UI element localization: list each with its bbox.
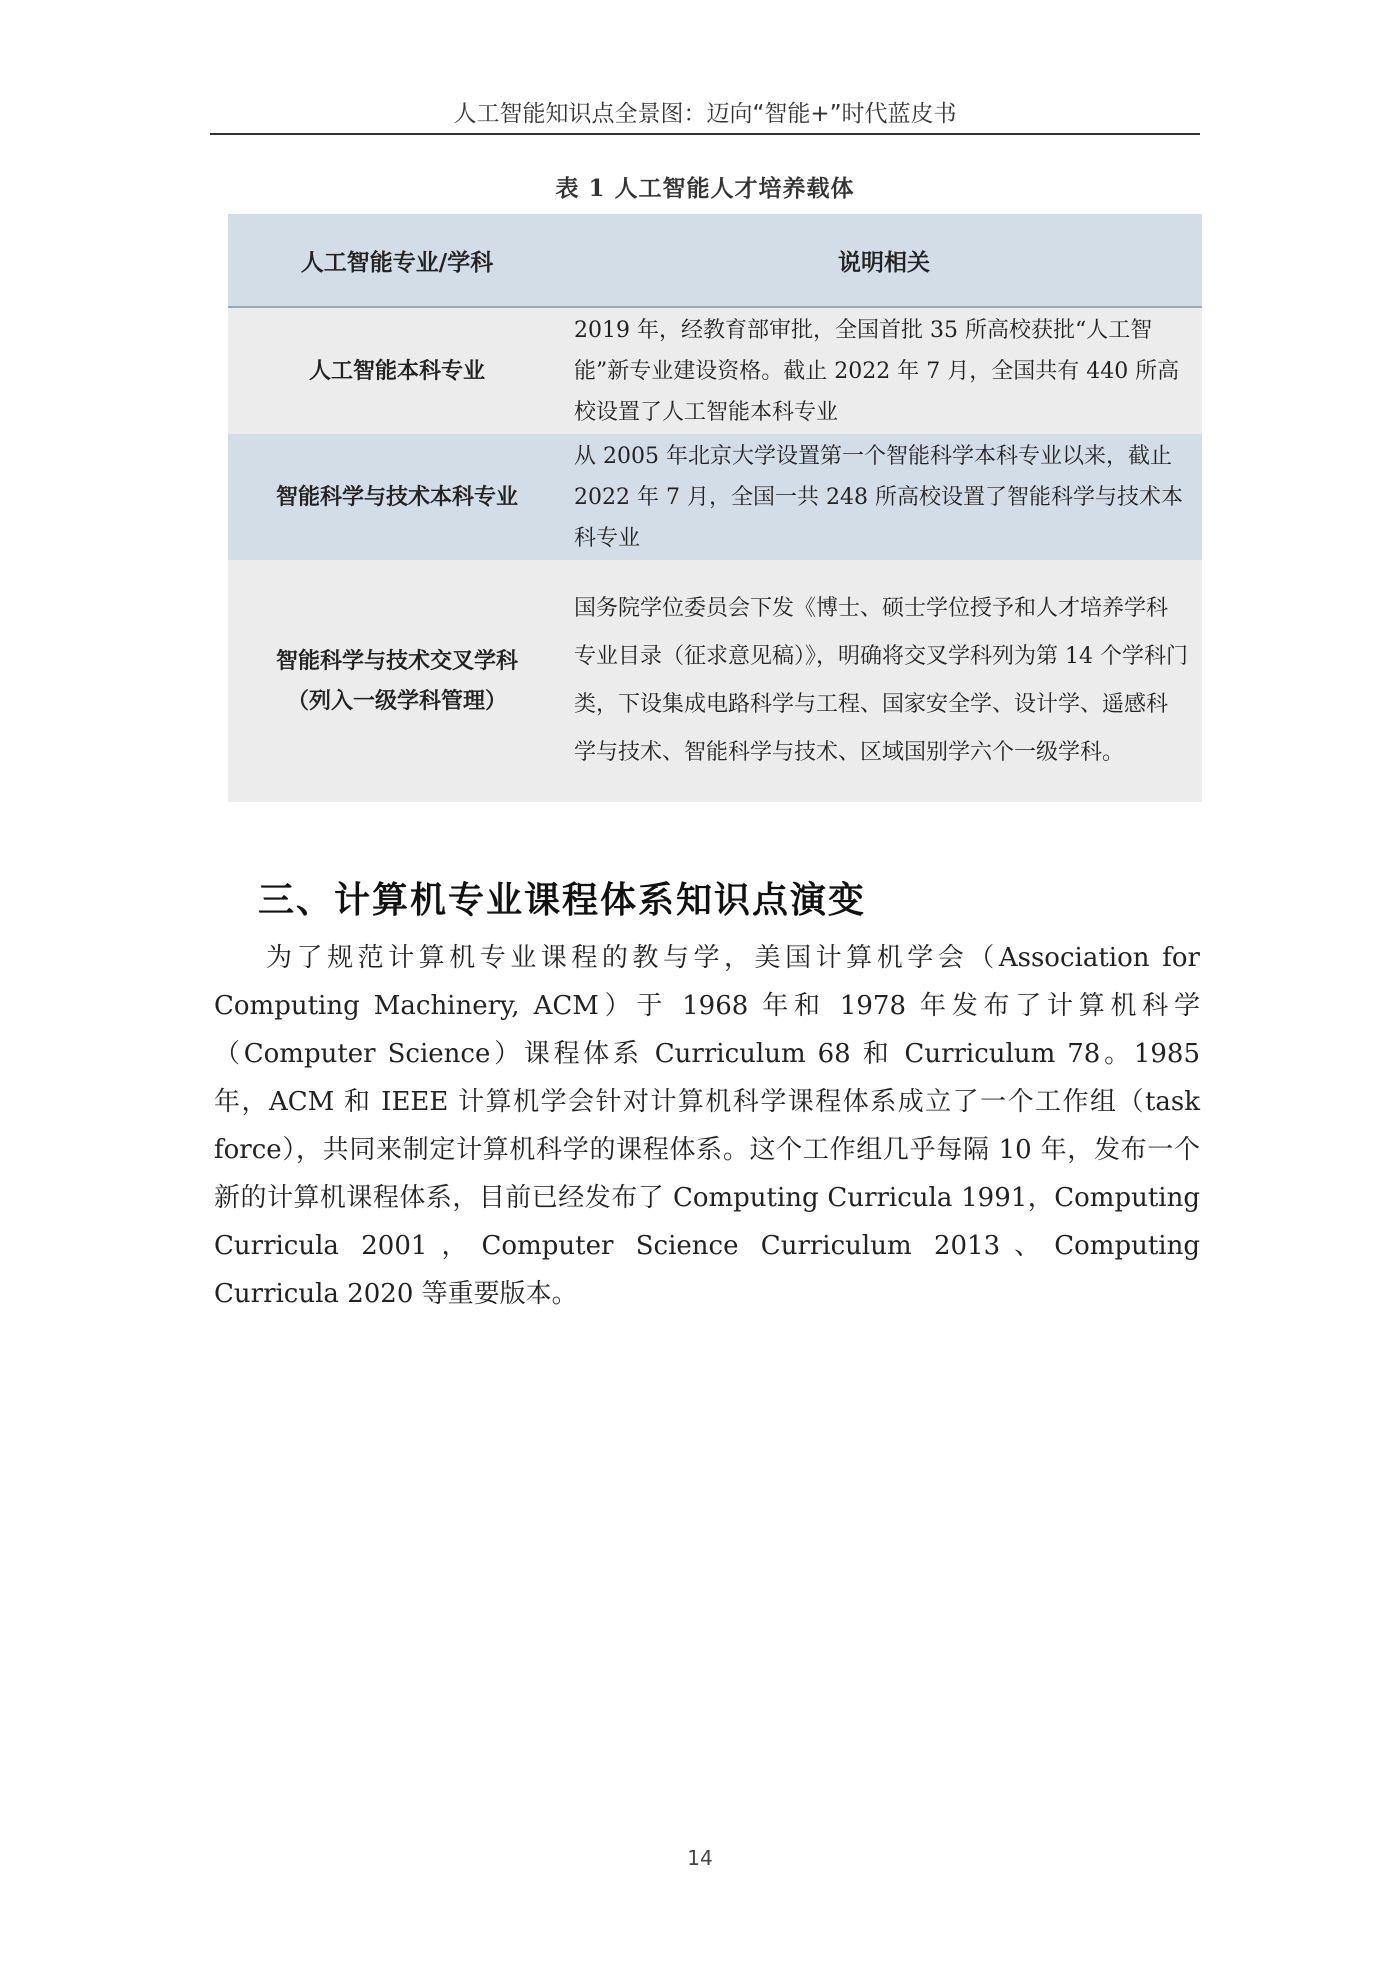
row-major-name (228, 560, 566, 802)
row-major-name-line1: 智能科学与技术交叉学科 (275, 648, 518, 674)
row-major-name-line2: （列入一级学科管理） (286, 688, 507, 714)
page-number: 14 (687, 1846, 713, 1870)
table-row (228, 560, 1202, 802)
column-header-major: 人工智能专业/学科 (228, 214, 566, 307)
row-description: 2019 年，经教育部审批，全国首批 35 所高校获批“人工智能”新专业建设资格。截止 2022 年 7 月，全国共有 440 所高校设置了人工智能本科专业 (566, 307, 1202, 434)
row-major-name: 人工智能本科专业 (228, 307, 566, 434)
table-row (228, 307, 1202, 434)
table-row (228, 434, 1202, 560)
section-title: 三、计算机专业课程体系知识点演变 (258, 879, 867, 921)
column-header-description: 说明相关 (566, 214, 1202, 307)
running-header: 人工智能知识点全景图：迈向“智能+”时代蓝皮书 (210, 95, 1200, 135)
row-description: 从 2005 年北京大学设置第一个智能科学本科专业以来，截止 2022 年 7 月，全国一共 248 所高校设置了智能科学与技术本科专业 (566, 434, 1202, 560)
table-caption: 表 1 人工智能人才培养载体 (555, 175, 855, 202)
row-description: 国务院学位委员会下发《博士、硕士学位授予和人才培养学科专业目录（征求意见稿）》，明确将交叉学科列为第 14 个学科门类，下设集成电路科学与工程、国家安全学、设计学、遥感科学与技术、智能科学与技术、区域国别学六个一级学科。 (566, 560, 1202, 802)
talent-table (228, 214, 1202, 802)
body-paragraph: 为了规范计算机专业课程的教与学，美国计算机学会（Association for Computing Machinery, ACM）于 1968 年和 1978 年发布了计算机科学（Computer Science）课程体系 Curriculum 68 和 Curriculum 78。1985 年，ACM 和 IEEE 计算机学会针对计算机科学课程体系成立了一个工作组（task force），共同来制定计算机科学的课程体系。这个工作组几乎每隔 10 年，发布一个新的计算机课程体系，目前已经发布了 Computing Curricula 1991，Computing Curricula 2001，Computer Science Curriculum 2013、Computing Curricula 2020 等重要版本。 (214, 943, 1200, 1309)
table-header-row (228, 214, 1202, 307)
row-major-name: 智能科学与技术本科专业 (228, 434, 566, 560)
